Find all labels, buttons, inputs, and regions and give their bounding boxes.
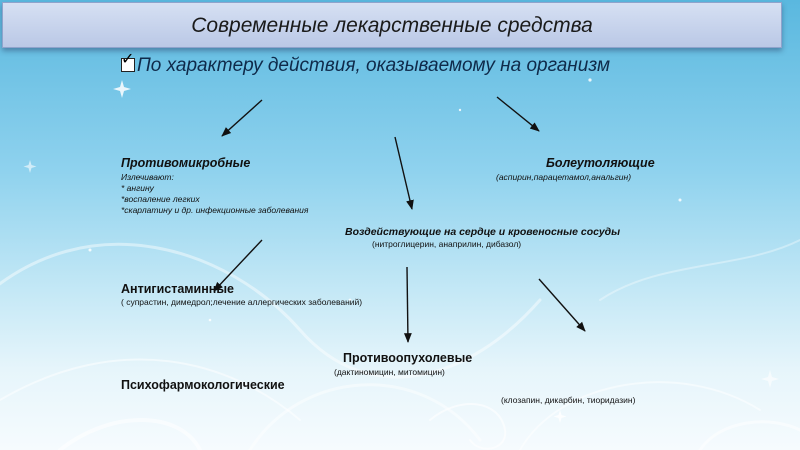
node-analgesic-heading: Болеутоляющие: [546, 156, 655, 170]
node-antimicrobial-item: *воспаление легких: [121, 194, 200, 204]
node-antimicrobial-item: *скарлатину и др. инфекционные заболевания: [121, 205, 309, 215]
checkmark-glyph: ✓: [121, 51, 135, 68]
node-antitumor-heading: Противоопухолевые: [343, 351, 473, 365]
node-antihistamine-heading: Антигистаминные: [121, 282, 234, 296]
node-psycho-examples: (клозапин, дикарбин, тиоридазин): [501, 395, 636, 405]
arrow-to-psycho: [539, 279, 585, 331]
node-antitumor-examples: (дактиномицин, митомицин): [334, 367, 445, 377]
arrow-to-antimicrobial: [222, 100, 262, 136]
arrow-to-cardio: [395, 137, 412, 209]
node-antihistamine-examples: ( супрастин, димедрол;лечение аллергических заболеваний): [121, 297, 363, 307]
arrow-to-antitumor: [407, 267, 408, 342]
node-cardio-heading: Воздействующие на сердце и кровеносные сосуды: [345, 226, 621, 238]
node-antimicrobial-heading: Противомикробные: [121, 156, 251, 170]
page-title: Современные лекарственные средства: [191, 14, 593, 37]
subtitle-text: По характеру действия, оказываемому на организм: [137, 55, 610, 76]
node-psycho-heading: Психофармокологические: [121, 378, 285, 392]
node-analgesic-examples: (аспирин,парацетамол,анальгин): [496, 172, 632, 182]
node-antimicrobial-item: * ангину: [121, 183, 154, 193]
node-antimicrobial-intro: Излечивают:: [121, 172, 174, 182]
node-cardio-examples: (нитроглицерин, анаприлин, дибазол): [372, 239, 522, 249]
arrow-to-analgesic: [497, 97, 539, 131]
